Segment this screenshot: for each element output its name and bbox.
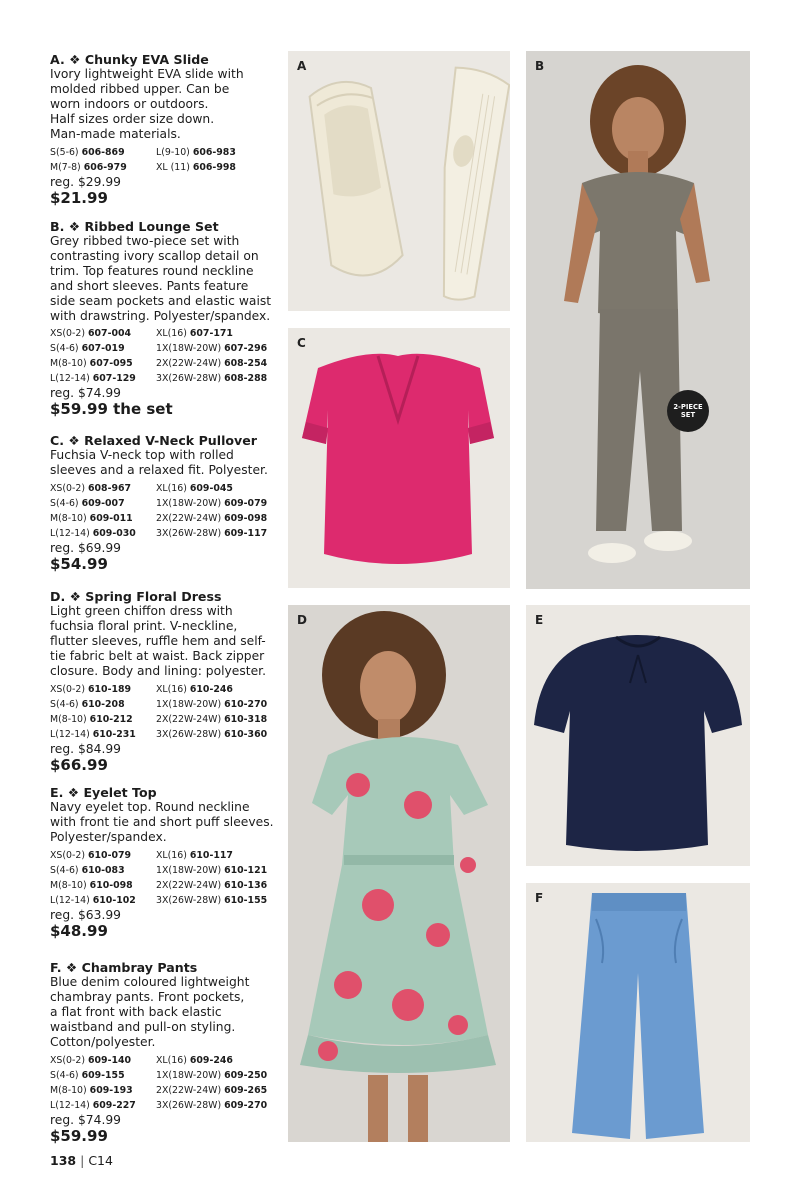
- item-number: 607-095: [89, 358, 133, 370]
- size-row: [50, 1083, 282, 1098]
- size-row: [50, 1098, 282, 1113]
- size-row: [50, 496, 282, 511]
- size-label: M(8-10): [50, 1084, 87, 1096]
- size-row: [50, 893, 282, 908]
- photo-d-floral-dress[interactable]: [288, 605, 510, 1142]
- size-label: 3X(26W-28W): [156, 894, 222, 906]
- item-number: 610-102: [92, 894, 136, 906]
- item-number: 610-136: [224, 879, 268, 891]
- size-label: S(4-6): [50, 864, 79, 876]
- item-number: 608-288: [224, 373, 268, 385]
- item-number: 610-117: [189, 849, 233, 861]
- item-number: 607-296: [224, 343, 268, 355]
- size-label: 3X(26W-28W): [156, 373, 222, 385]
- item-number: 606-979: [83, 161, 127, 173]
- photo-letter-e: E: [535, 613, 544, 627]
- size-label: XL (11): [156, 161, 190, 173]
- item-number: 610-246: [189, 683, 233, 695]
- size-cell: [50, 682, 156, 697]
- photo-letter-c: C: [297, 336, 306, 350]
- size-row: [50, 526, 282, 541]
- size-cell: [156, 356, 282, 371]
- size-row: [50, 481, 282, 496]
- item-number: 610-318: [224, 713, 268, 725]
- size-cell: [156, 326, 282, 341]
- size-row: [50, 160, 282, 175]
- size-label: 2X(22W-24W): [156, 1084, 222, 1096]
- size-label: XS(0-2): [50, 1054, 86, 1066]
- item-number: 608-254: [224, 358, 268, 370]
- product-description: Navy eyelet top. Round neckline with front tie and short puff sleeves. Polyester/spandex.: [50, 800, 274, 844]
- size-cell: [50, 160, 156, 175]
- size-row: [50, 356, 282, 371]
- size-cell: [50, 511, 156, 526]
- page-number: 138: [50, 1153, 77, 1168]
- product-title: B. ❖ Ribbed Lounge Set: [50, 219, 219, 234]
- page-folio: [50, 1153, 113, 1168]
- item-number: 609-079: [224, 497, 268, 509]
- product-description: Fuchsia V-neck top with rolled sleeves and a relaxed fit. Polyester.: [50, 448, 268, 477]
- item-number: 610-208: [81, 698, 125, 710]
- size-row: [50, 682, 282, 697]
- product-title: A. ❖ Chunky EVA Slide: [50, 52, 209, 67]
- item-number: 609-227: [92, 1099, 136, 1111]
- catalog-code: C14: [88, 1153, 113, 1168]
- size-cell: [50, 526, 156, 541]
- size-label: XS(0-2): [50, 328, 86, 340]
- size-cell: [50, 356, 156, 371]
- size-label: XL(16): [156, 683, 187, 695]
- size-cell: [50, 848, 156, 863]
- product-title: C. ❖ Relaxed V-Neck Pullover: [50, 433, 258, 448]
- size-label: M(8-10): [50, 358, 87, 370]
- photo-c-fuchsia-top[interactable]: [288, 328, 510, 588]
- folio-separator: |: [80, 1153, 85, 1168]
- item-number: 608-967: [88, 482, 132, 494]
- size-label: 2X(22W-24W): [156, 512, 222, 524]
- item-number: 609-140: [88, 1054, 132, 1066]
- item-number: 610-079: [88, 849, 132, 861]
- size-cell: [156, 526, 282, 541]
- size-cell: [50, 1068, 156, 1083]
- item-number: 607-019: [81, 343, 125, 355]
- size-label: XS(0-2): [50, 482, 86, 494]
- size-cell: [156, 848, 282, 863]
- size-cell: [156, 341, 282, 356]
- product-c: [50, 433, 282, 574]
- photo-letter-b: B: [535, 59, 545, 73]
- photo-a-slides[interactable]: [288, 51, 510, 311]
- product-description: Grey ribbed two-piece set with contrasting ivory scallop detail on trim. Top features round neckline and short sleeves. Pants feature side seam pockets and elastic waist with drawstring. Polyester/spandex.: [50, 234, 272, 323]
- product-f: [50, 960, 282, 1146]
- product-title: F. ❖ Chambray Pants: [50, 960, 198, 975]
- size-label: 1X(18W-20W): [156, 343, 222, 355]
- size-cell: [156, 1068, 282, 1083]
- size-label: S(4-6): [50, 497, 79, 509]
- product-e: [50, 785, 282, 941]
- size-cell: [50, 863, 156, 878]
- sale-price: $48.99: [50, 921, 108, 940]
- item-number: 609-265: [224, 1084, 268, 1096]
- product-d: [50, 589, 282, 775]
- size-label: 3X(26W-28W): [156, 527, 222, 539]
- size-label: M(8-10): [50, 713, 87, 725]
- item-number: 607-004: [88, 328, 132, 340]
- sale-price: $59.99 the set: [50, 400, 173, 419]
- size-label: L(12-14): [50, 527, 90, 539]
- size-cell: [156, 878, 282, 893]
- two-piece-set-badge: 2-PIECE SET: [667, 390, 709, 432]
- sale-price: $66.99: [50, 755, 108, 774]
- size-cell: [156, 145, 282, 160]
- photo-b-lounge-set[interactable]: [526, 51, 750, 589]
- regular-price: reg. $84.99: [50, 741, 122, 756]
- size-label: 3X(26W-28W): [156, 728, 222, 740]
- size-cell: [156, 682, 282, 697]
- size-label: S(4-6): [50, 1069, 79, 1081]
- size-label: M(7-8): [50, 161, 81, 173]
- size-row: [50, 878, 282, 893]
- item-number: 609-098: [224, 512, 268, 524]
- size-row: [50, 727, 282, 742]
- item-number: 609-193: [89, 1084, 133, 1096]
- size-table: [50, 848, 282, 908]
- item-number: 610-360: [224, 728, 268, 740]
- sale-price: $54.99: [50, 554, 108, 573]
- item-number: 606-983: [192, 146, 236, 158]
- size-table: [50, 1053, 282, 1113]
- size-label: 1X(18W-20W): [156, 1069, 222, 1081]
- size-label: L(12-14): [50, 1099, 90, 1111]
- product-a: [50, 52, 282, 208]
- sale-price: $21.99: [50, 188, 108, 207]
- size-cell: [156, 727, 282, 742]
- product-description: Light green chiffon dress with fuchsia floral print. V-neckline, flutter sleeves, ruffle hem and self- tie fabric belt at waist. Back zipper closure. Body and lining: polyester.: [50, 604, 266, 678]
- item-number: 610-083: [81, 864, 125, 876]
- photo-letter-a: A: [297, 59, 307, 73]
- size-label: 2X(22W-24W): [156, 879, 222, 891]
- size-label: 3X(26W-28W): [156, 1099, 222, 1111]
- size-label: M(8-10): [50, 879, 87, 891]
- item-number: 610-270: [224, 698, 268, 710]
- size-row: [50, 1053, 282, 1068]
- size-cell: [156, 863, 282, 878]
- size-cell: [156, 1098, 282, 1113]
- size-cell: [50, 496, 156, 511]
- item-number: 610-155: [224, 894, 268, 906]
- size-cell: [50, 1098, 156, 1113]
- size-cell: [50, 481, 156, 496]
- item-number: 610-121: [224, 864, 268, 876]
- size-label: 1X(18W-20W): [156, 698, 222, 710]
- size-row: [50, 863, 282, 878]
- size-label: 1X(18W-20W): [156, 497, 222, 509]
- item-number: 609-007: [81, 497, 125, 509]
- size-label: S(4-6): [50, 343, 79, 355]
- photo-e-navy-top[interactable]: [526, 605, 750, 866]
- item-number: 609-030: [92, 527, 136, 539]
- size-table: [50, 481, 282, 541]
- size-cell: [156, 481, 282, 496]
- size-cell: [50, 727, 156, 742]
- size-label: L(12-14): [50, 373, 90, 385]
- size-cell: [156, 160, 282, 175]
- size-table: [50, 682, 282, 742]
- regular-price: reg. $63.99: [50, 907, 122, 922]
- size-label: XL(16): [156, 849, 187, 861]
- sale-price: $59.99: [50, 1126, 108, 1145]
- size-cell: [156, 496, 282, 511]
- size-cell: [156, 697, 282, 712]
- size-row: [50, 1068, 282, 1083]
- size-cell: [50, 1053, 156, 1068]
- item-number: 610-098: [89, 879, 133, 891]
- item-number: 610-189: [88, 683, 132, 695]
- size-row: [50, 326, 282, 341]
- size-cell: [50, 341, 156, 356]
- size-cell: [156, 1053, 282, 1068]
- item-number: 609-246: [189, 1054, 233, 1066]
- item-number: 610-212: [89, 713, 133, 725]
- size-label: 1X(18W-20W): [156, 864, 222, 876]
- size-cell: [50, 712, 156, 727]
- regular-price: reg. $74.99: [50, 1112, 122, 1127]
- item-number: 606-998: [192, 161, 236, 173]
- size-cell: [156, 712, 282, 727]
- product-title: D. ❖ Spring Floral Dress: [50, 589, 222, 604]
- item-number: 609-011: [89, 512, 133, 524]
- item-number: 609-155: [81, 1069, 125, 1081]
- product-b: [50, 219, 282, 419]
- size-label: L(12-14): [50, 894, 90, 906]
- size-label: XL(16): [156, 1054, 187, 1066]
- size-label: XS(0-2): [50, 683, 86, 695]
- size-cell: [156, 511, 282, 526]
- item-number: 609-117: [224, 527, 268, 539]
- size-row: [50, 511, 282, 526]
- size-label: L(12-14): [50, 728, 90, 740]
- size-row: [50, 712, 282, 727]
- size-cell: [156, 1083, 282, 1098]
- item-number: 606-869: [81, 146, 125, 158]
- regular-price: reg. $29.99: [50, 174, 122, 189]
- size-cell: [50, 1083, 156, 1098]
- size-label: M(8-10): [50, 512, 87, 524]
- size-label: XS(0-2): [50, 849, 86, 861]
- item-number: 609-045: [189, 482, 233, 494]
- product-description: Ivory lightweight EVA slide with molded ribbed upper. Can be worn indoors or outdoors. Half sizes order size down. Man-made materials.: [50, 67, 244, 141]
- size-table: [50, 145, 282, 175]
- size-row: [50, 697, 282, 712]
- size-label: 2X(22W-24W): [156, 713, 222, 725]
- size-cell: [50, 878, 156, 893]
- size-cell: [50, 145, 156, 160]
- size-row: [50, 341, 282, 356]
- size-table: [50, 326, 282, 386]
- product-description: Blue denim coloured lightweight chambray pants. Front pockets, a flat front with back elastic waistband and pull-on styling. Cotton/polyester.: [50, 975, 250, 1049]
- item-number: 610-231: [92, 728, 136, 740]
- size-label: S(4-6): [50, 698, 79, 710]
- item-number: 607-129: [92, 373, 136, 385]
- photo-letter-f: F: [535, 891, 544, 905]
- regular-price: reg. $74.99: [50, 386, 122, 401]
- product-title: E. ❖ Eyelet Top: [50, 785, 157, 800]
- size-cell: [156, 371, 282, 386]
- photo-letter-d: D: [297, 613, 307, 627]
- photo-f-chambray-pants[interactable]: [526, 883, 750, 1142]
- size-row: [50, 371, 282, 386]
- size-cell: [50, 371, 156, 386]
- size-label: S(5-6): [50, 146, 79, 158]
- size-label: L(9-10): [156, 146, 190, 158]
- regular-price: reg. $69.99: [50, 540, 122, 555]
- size-label: 2X(22W-24W): [156, 358, 222, 370]
- size-row: [50, 848, 282, 863]
- size-cell: [156, 893, 282, 908]
- item-number: 609-250: [224, 1069, 268, 1081]
- size-label: XL(16): [156, 482, 187, 494]
- item-number: 607-171: [189, 328, 233, 340]
- item-number: 609-270: [224, 1099, 268, 1111]
- size-label: XL(16): [156, 328, 187, 340]
- size-cell: [50, 326, 156, 341]
- size-cell: [50, 697, 156, 712]
- size-row: [50, 145, 282, 160]
- size-cell: [50, 893, 156, 908]
